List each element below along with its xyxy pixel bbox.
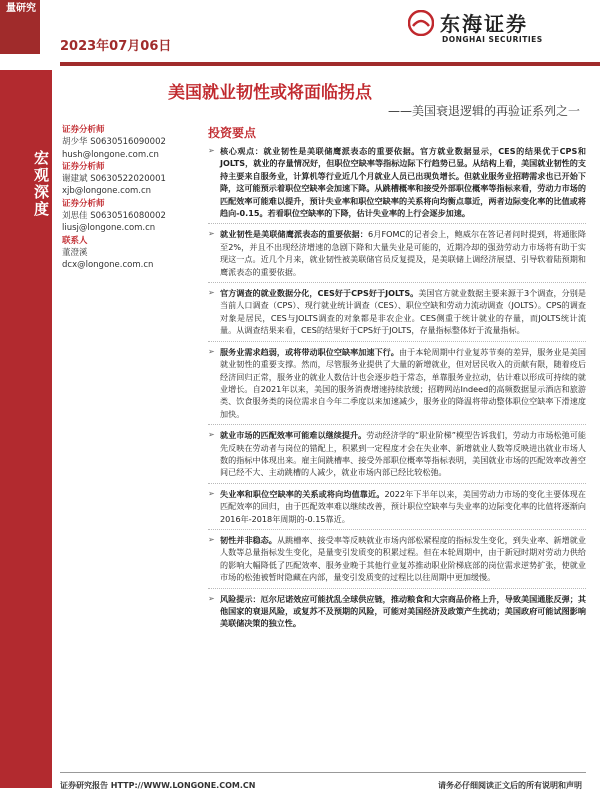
analyst-name: 刘思佳 S0630516080002	[62, 211, 166, 222]
highlight-lead: 服务业需求趋弱，或将带动职位空缺率加速下行。	[220, 346, 399, 357]
header-divider	[60, 62, 600, 66]
bullet-arrow-icon: ➢	[208, 593, 215, 603]
highlight-item	[208, 228, 586, 278]
analyst-entry	[62, 198, 202, 235]
analyst-role: 证券分析师	[62, 125, 105, 135]
highlight-item	[208, 534, 586, 584]
analyst-list	[62, 124, 202, 272]
bullet-arrow-icon: ➢	[208, 430, 215, 440]
highlight-text: 2022年下半年以来，美国劳动力市场的变化主要体现在匹配效率的回归，由于匹配效率难以继续改善，预计职位空缺率与失业率的边际变化率的比值将逐渐向2016年-2018年周期的-0.15靠近。	[220, 488, 586, 524]
highlight-item	[208, 287, 586, 337]
report-type-tab	[0, 0, 40, 54]
analyst-email[interactable]: liusj@longone.com.cn	[62, 223, 156, 234]
highlight-item	[208, 488, 586, 525]
divider	[208, 588, 586, 589]
company-logo	[408, 8, 578, 48]
report-type-label: 量研究	[6, 3, 36, 14]
highlight-item	[208, 145, 586, 219]
divider	[208, 223, 586, 224]
highlight-text: 6月FOMC的记者会上，鲍威尔在答记者问时提到，将通胀降至2%，并且不出现经济增速的急剧下降和大量失业是可能的，近期冷却的强劲劳动力市场将有助于实现这一点。近几个月来，就业韧性被美联储官员反复提及，是美联储上调经济展望、引导软着陆预期和鹰派表态的重要依据。	[220, 229, 586, 277]
analyst-email[interactable]: hush@longone.com.cn	[62, 149, 159, 160]
highlight-lead: 韧性并非稳态。	[220, 534, 277, 545]
investment-highlights	[208, 124, 586, 630]
footer-disclaimer: 请务必仔细阅读正文后的所有说明和声明	[438, 781, 582, 790]
highlight-lead: 就业韧性是美联储鹰派表态的重要依据：	[220, 229, 368, 240]
donghai-logo-icon	[408, 10, 434, 36]
highlight-item	[208, 429, 586, 479]
contact-role: 联系人	[62, 235, 88, 246]
bullet-arrow-icon: ➢	[208, 534, 215, 544]
section-title: 投资要点	[208, 126, 257, 140]
analyst-entry	[62, 235, 202, 272]
report-subtitle: ——美国衰退逻辑的再验证系列之一	[387, 104, 580, 118]
divider	[208, 282, 586, 283]
footer-divider	[60, 772, 586, 773]
bullet-arrow-icon: ➢	[208, 146, 215, 155]
bullet-arrow-icon: ➢	[208, 488, 215, 498]
page-footer	[0, 772, 600, 800]
highlight-lead: 核心观点：就业韧性是美联储鹰派表态的重要依据。官方就业数据显示，CES的结果优于CPS和JOLTS，就业的存量情况好，但职位空缺率等指标边际下行趋势已显。从结构上看，美国就业韧性的支持主要来自服务业，计算机等行业近几个月就业人员已出现负增长。但就业服务业招聘需求也已开始下降，这可能预示着职位空缺率会加速下降。从跳槽概率和接受外部职位概率等指标来看，劳动力市场的匹配效率可能难以提升，预计失业率和职位空缺率的关系将向均衡点靠近，两者边际变化率的比值或将趋向-0.15。若看职位空缺率的下降，估计失业率的上行会逐步加速。	[220, 146, 586, 219]
sidebar-category: 宏观深度	[32, 150, 50, 218]
analyst-entry	[62, 161, 202, 198]
analyst-role: 证券分析师	[62, 198, 105, 209]
logo-name-cn: 东海证券	[440, 12, 528, 36]
highlight-text: 劳动经济学的“职业阶梯”模型告诉我们，劳动力市场松弛可能先反映在劳动者与岗位的错配上，积累到一定程度才会在失业率、新增就业人数等反映进出就业市场人数的指标中体现出来。雇主间跳槽率、接受外部职位概率等指标表明，美国就业市场的匹配效率改善空间已经不大、主动跳槽的人减少，就业市场内部已经比较松弛。	[220, 430, 586, 478]
risk-warning	[208, 593, 586, 630]
bullet-arrow-icon: ➢	[208, 346, 215, 356]
highlight-item	[208, 346, 586, 420]
divider	[208, 483, 586, 484]
logo-name-en: DONGHAI SECURITIES	[442, 35, 543, 44]
contact-email[interactable]: dcx@longone.com.cn	[62, 260, 154, 271]
highlight-text: 美国官方就业数据主要来源于3个调查，分别是当前人口调查（CPS）、现行就业统计调查（CES）、职位空缺和劳动力流动调查（JOLTS）。CPS的调查对象是居民，CES与JOLTS调查的对象都是非农企业。CES侧重于统计就业的存量，而JOLTS统计流量。从调查结果来看，CES的结果好于CPS好于JOLTS，存量指标整体好于流量指标。	[220, 288, 586, 336]
highlight-lead: 就业市场的匹配效率可能难以继续提升。	[220, 430, 367, 441]
analyst-entry	[62, 124, 202, 161]
sidebar	[0, 70, 52, 788]
divider	[208, 341, 586, 342]
highlight-text: 由于本轮周期中行业复苏节奏的差异，服务业是美国就业韧性的重要支撑。然而，尽管服务业提供了大量的新增就业，但对居民收入的贡献有限，随着疫后经济回归正常，服务业的就业人数估计也会逐步趋于常态，单靠服务业拉动，估计难以形成可持续的就业增长。自2021年以来，美国的服务消费增速持续放缓；招聘网站Indeed的高频数据显示酒店和旅游类、饮食服务类的岗位需求自今年二季度以来加速减少，服务业的降温将带动整体职位空缺率下滑速度加快。	[220, 346, 586, 419]
analyst-name: 胡少华 S0630516090002	[62, 137, 166, 148]
divider	[208, 529, 586, 530]
footer-website[interactable]: 证券研究报告 HTTP://WWW.LONGONE.COM.CN	[60, 781, 256, 790]
analyst-role: 证券分析师	[62, 161, 105, 172]
report-title: 美国就业韧性或将面临拐点	[168, 83, 372, 103]
risk-warning-text: 风险提示：厄尔尼诺效应可能扰乱全球供应链，推动粮食和大宗商品价格上升，导致美国通胀反弹；其他国家的衰退风险，或复苏不及预期的风险，可能对美国经济及政策产生扰动；美国政府可能试图影响美联储决策的独立性。	[220, 593, 586, 629]
divider	[208, 424, 586, 425]
contact-name: 董澄溪	[62, 247, 88, 258]
highlight-lead: 失业率和职位空缺率的关系或将向均值靠近。	[220, 488, 385, 499]
report-date: 2023年07月06日	[60, 39, 172, 54]
bullet-arrow-icon: ➢	[208, 288, 215, 298]
highlight-lead: 官方调查的就业数据分化，CES好于CPS好于JOLTS。	[220, 288, 419, 299]
analyst-name: 谢建斌 S0630522020001	[62, 174, 166, 185]
bullet-arrow-icon: ➢	[208, 229, 215, 239]
analyst-email[interactable]: xjb@longone.com.cn	[62, 186, 152, 197]
highlight-text: 从跳槽率、接受率等反映就业市场内部松紧程度的指标发生变化，到失业率、新增就业人数等总量指标发生变化，是量变引发质变的积累过程。但在本轮周期中，由于新冠时期对劳动力供给的影响大幅降低了匹配效率、服务业晚于其他行业复苏推动职业阶梯底部的岗位需求逆势扩张，使就业市场的松弛被暂时隐藏在内部，量变引发质变的过程比以往周期中更加缓慢。	[220, 534, 586, 583]
